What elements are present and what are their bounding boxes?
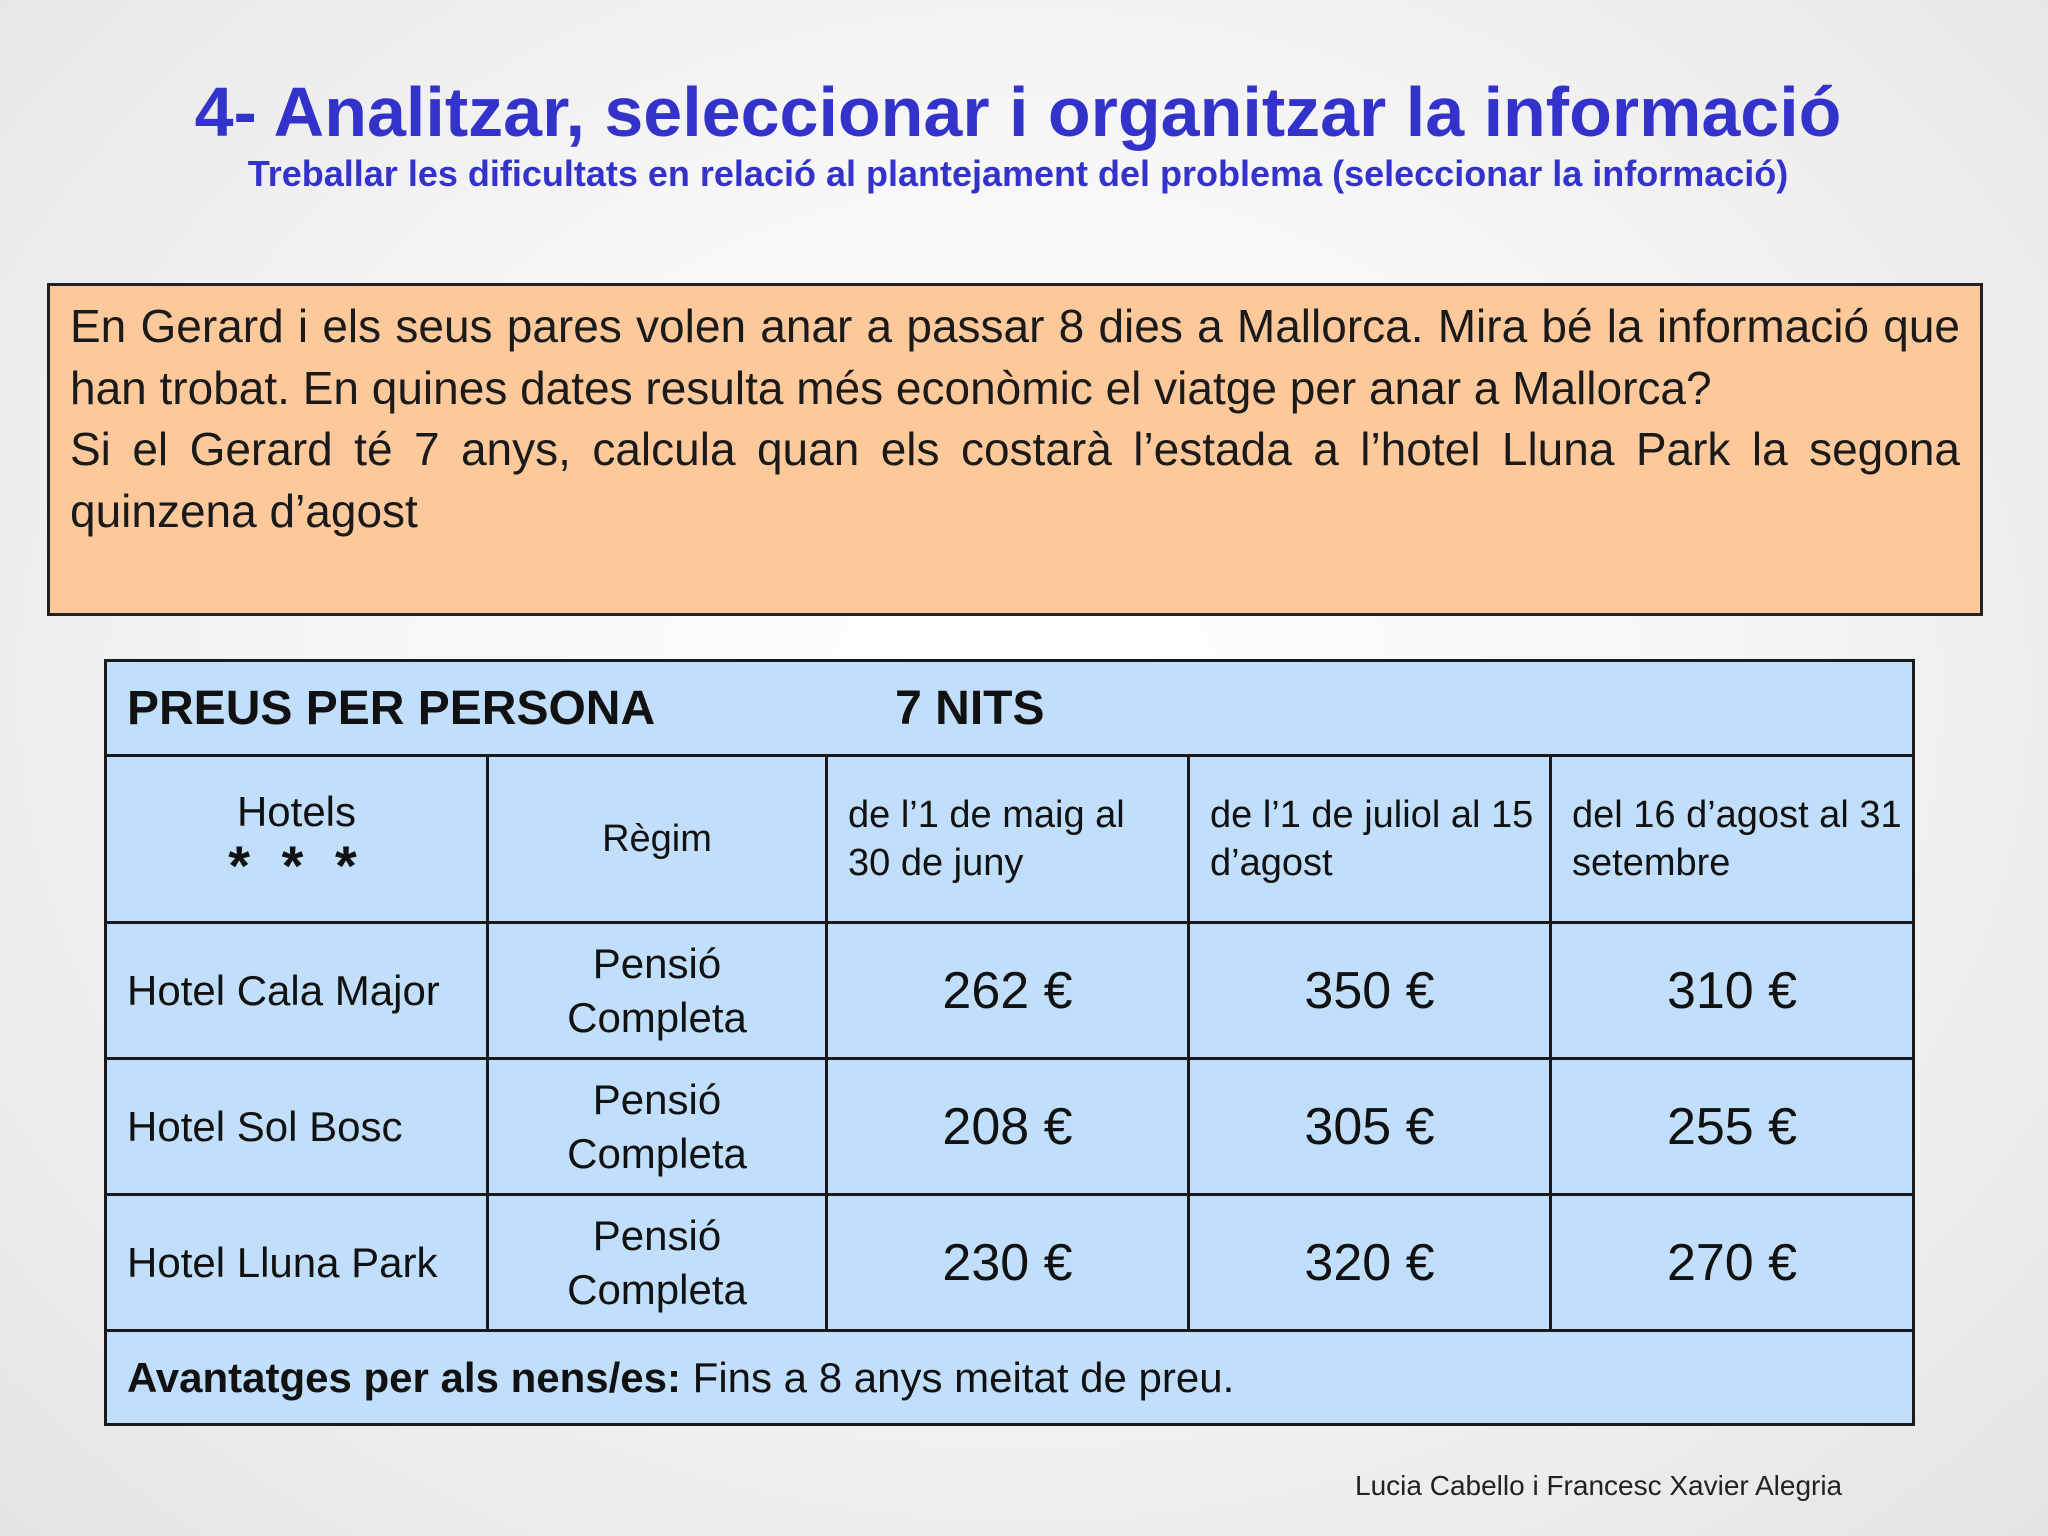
problem-paragraph-1: En Gerard i els seus pares volen anar a passar 8 dies a Mallorca. Mira bé la informació que han trobat. En quines dates resulta més econòmic el viatge per anar a Mallorca? — [70, 300, 1960, 414]
hotel-name: Hotel Cala Major — [106, 923, 488, 1059]
price-period-3: 270 € — [1551, 1195, 1914, 1331]
price-period-1: 262 € — [827, 923, 1189, 1059]
child-discount-note — [106, 1331, 1914, 1425]
regim-line-2: Completa — [567, 1129, 747, 1177]
problem-paragraph-2: Si el Gerard té 7 anys, calcula quan els costarà l’estada a l’hotel Lluna Park la segona quinzena d’agost — [70, 423, 1960, 537]
child-discount-text: Fins a 8 anys meitat de preu. — [681, 1353, 1235, 1401]
price-period-2: 350 € — [1189, 923, 1551, 1059]
author-credit: Lucia Cabello i Francesc Xavier Alegria — [1355, 1470, 1843, 1501]
stars-rating: * * * — [228, 834, 365, 897]
regim-value — [488, 923, 827, 1059]
price-table — [104, 659, 1915, 1426]
table-header-row — [106, 661, 1914, 756]
hotel-name: Hotel Lluna Park — [106, 1195, 488, 1331]
child-discount-label: Avantatges per als nens/es: — [127, 1353, 681, 1401]
regim-line-2: Completa — [567, 993, 747, 1041]
regim-value — [488, 1195, 827, 1331]
regim-line-1: Pensió — [592, 1211, 722, 1259]
column-regim: Règim — [488, 756, 827, 923]
column-period-1: de l’1 de maig al 30 de juny — [827, 756, 1189, 923]
regim-line-2: Completa — [567, 1265, 747, 1313]
table-columns-row — [106, 756, 1914, 923]
price-period-1: 208 € — [827, 1059, 1189, 1195]
price-period-2: 320 € — [1189, 1195, 1551, 1331]
column-period-3: del 16 d’agost al 31 setembre — [1551, 756, 1914, 923]
column-hotels — [106, 756, 488, 923]
table-heading-cell — [106, 661, 1914, 756]
regim-line-1: Pensió — [592, 1075, 722, 1123]
price-period-3: 255 € — [1551, 1059, 1914, 1195]
slide-subtitle: Treballar les dificultats en relació al plantejament del problema (seleccionar la informació) — [247, 153, 1789, 194]
table-footer-row — [106, 1331, 1914, 1425]
price-period-2: 305 € — [1189, 1059, 1551, 1195]
price-period-1: 230 € — [827, 1195, 1189, 1331]
table-row — [106, 1195, 1914, 1331]
table-nights: 7 NITS — [895, 681, 1045, 735]
table-row — [106, 1059, 1914, 1195]
regim-value — [488, 1059, 827, 1195]
price-period-3: 310 € — [1551, 923, 1914, 1059]
regim-line-1: Pensió — [592, 939, 722, 987]
table-row — [106, 923, 1914, 1059]
problem-statement-box — [47, 283, 1983, 616]
slide-title: 4- Analitzar, seleccionar i organitzar la informació — [194, 73, 1842, 151]
column-period-2: de l’1 de juliol al 15 d’agost — [1189, 756, 1551, 923]
table-heading: PREUS PER PERSONA — [127, 681, 656, 735]
column-hotels-label: Hotels — [236, 788, 357, 835]
hotel-name: Hotel Sol Bosc — [106, 1059, 488, 1195]
